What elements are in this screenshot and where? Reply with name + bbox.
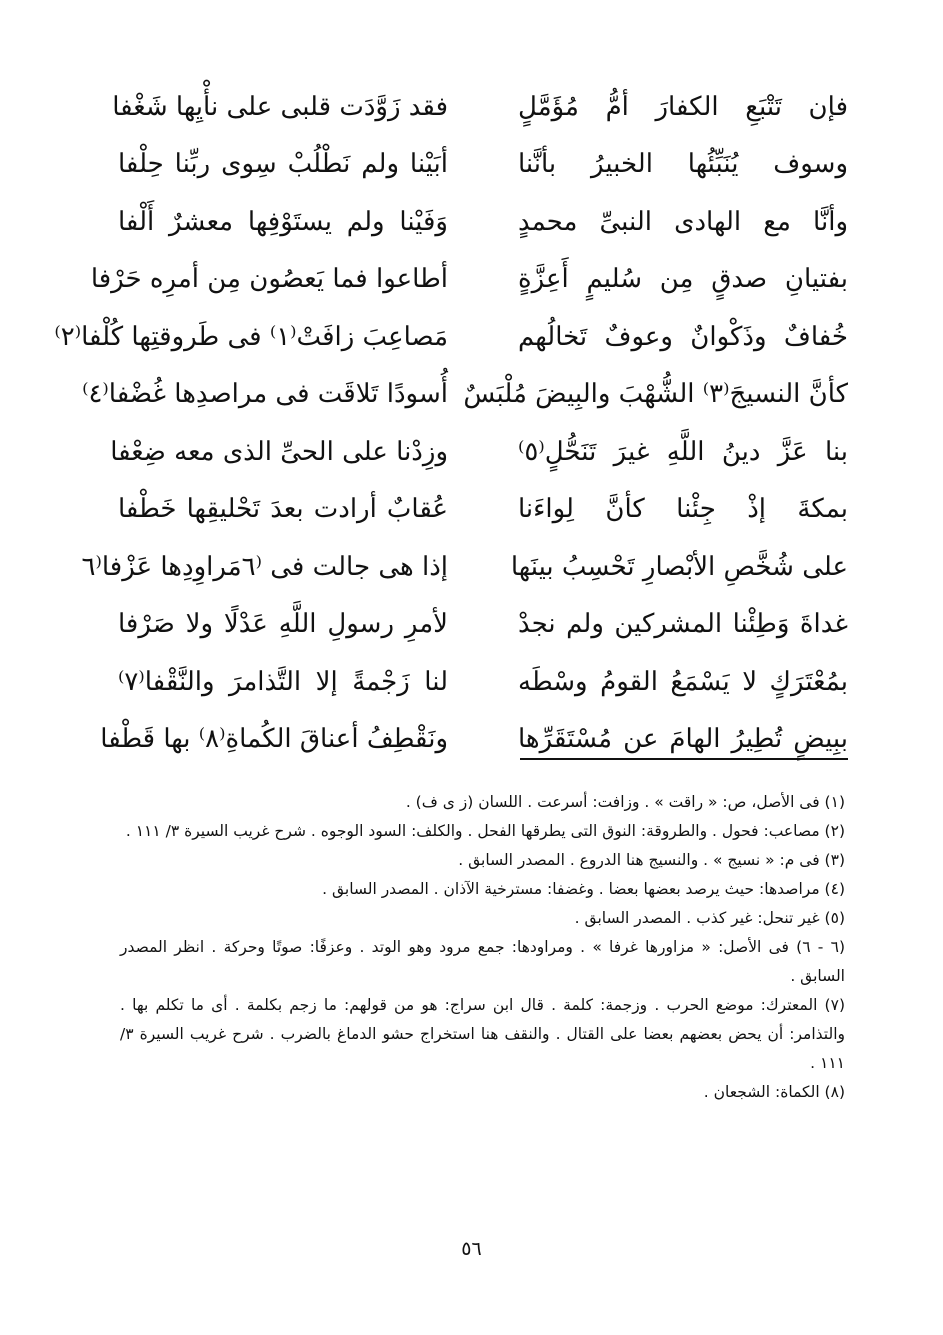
verse-1 bbox=[112, 78, 848, 136]
hemistich-second: أُسودًا تَلاقَت فى مراصدِها غُضْفا⁽٤⁾ bbox=[82, 379, 448, 410]
hemistich-second: أطاعوا فما يَعصُون مِن أمرِه حَرْفا bbox=[90, 264, 448, 295]
hemistich-second: إذا هى جالت فى ⁽٦مَراوِدِها عَزْفا⁽٦ bbox=[81, 551, 448, 582]
verse-6 bbox=[82, 366, 848, 424]
hemistich-first: ببِيضٍ تُطِيرُ الهامَ عن مُسْتَقَرِّها bbox=[518, 724, 848, 755]
hemistich-first: خُفافٌ وذَكْوانٌ وعوفٌ تَخالُهم bbox=[518, 321, 848, 352]
hemistich-first: وسوف يُنَبِّئُها الخبيرُ بأنَّنا bbox=[518, 149, 848, 180]
footnote-3: (٣) فى م: « نسيج » . والنسيج هنا الدروع . المصدر السابق . bbox=[458, 851, 845, 869]
page-number: ٥٦ bbox=[461, 1238, 482, 1260]
footnotes bbox=[120, 788, 845, 1107]
footnote-1: (١) فى الأصل، ص: « راقت » . وزافت: أسرعت . اللسان (ز ى ف) . bbox=[405, 793, 845, 811]
verse-9 bbox=[81, 538, 848, 596]
hemistich-first: بنا عَزَّ دينُ اللَّهِ غيرَ تَنَحُّلٍ⁽٥⁾ bbox=[518, 436, 848, 467]
poem bbox=[54, 78, 848, 768]
footnote-6: (٦ - ٦) فى الأصل: « مزاورها غرفا » . ومراودها: جمع مرود وهو الوتد . وعزفًا: صوتًا وحركة . انظر المصدر السابق . bbox=[120, 938, 845, 985]
hemistich-first: فإن تَتْبَعِ الكفارَ أمُّ مُؤَمَّلٍ bbox=[518, 91, 848, 122]
verse-8 bbox=[118, 481, 848, 539]
hemistich-first: كأنَّ النسيجَ⁽٣⁾ الشُّهْبَ والبِيضَ مُلْبَسٌ bbox=[463, 379, 848, 410]
verse-2 bbox=[118, 136, 848, 194]
hemistich-first: بفتيانِ صدقٍ مِن سُليمٍ أَعِزَّةٍ bbox=[518, 264, 848, 295]
hemistich-second: عُقابٌ أرادت بعدَ تَحْليقِها خَطْفا bbox=[118, 494, 448, 525]
footnote-8: (٨) الكماة: الشجعان . bbox=[703, 1083, 845, 1101]
verse-11 bbox=[118, 653, 848, 711]
footnote-7: (٧) المعترك: موضع الحرب . وزجمة: كلمة . قال ابن سراج: هو من قولهم: ما زجم بكلمة . أى ما تكلم بها . والتذامر: أن يحض بعضهم بعضا على القتال . والنقف هنا استخراج حشو الدماغ بالضرب . شرح غريب السيرة ٣/ ١١١ . bbox=[120, 996, 845, 1072]
verse-3 bbox=[118, 193, 848, 251]
hemistich-second: وَفَيْنا ولم يستَوْفِها معشرٌ أَلْفا bbox=[118, 206, 448, 237]
hemistich-second: فقد زَوَّدَت قلبى على نأْيِها شَغْفا bbox=[112, 91, 448, 122]
hemistich-second: أبَيْنا ولم نَطْلُبْ سِوى ربِّنا حِلْفا bbox=[118, 149, 448, 180]
hemistich-second: ونَقْطِفُ أعناقَ الكُماةِ⁽٨⁾ بها قَطْفا bbox=[100, 724, 448, 755]
hemistich-first: وأنَّا مع الهادى النبىِّ محمدٍ bbox=[518, 206, 848, 237]
verse-10 bbox=[118, 596, 848, 654]
hemistich-first: بمُعْتَرَكٍ لا يَسْمَعُ القومُ وسْطَه bbox=[518, 666, 848, 697]
footnote-4: (٤) مراصدها: حيث يرصد بعضها بعضا . وغضفا: مسترخية الآذان . المصدر السابق . bbox=[322, 880, 845, 898]
hemistich-first: بمكةَ إذْ جِئْنا كأنَّ لِواءَنا bbox=[518, 494, 848, 525]
verse-5 bbox=[54, 308, 848, 366]
hemistich-second: مَصاعِبَ زافَتْ⁽١⁾ فى طَروقتِها كُلْفا⁽٢⁾ bbox=[54, 321, 448, 352]
hemistich-first: على شُخَّصِ الأبْصارِ تَحْسِبُ بينَها bbox=[510, 551, 848, 582]
hemistich-second: لأمرِ رسولِ اللَّهِ عَدْلًا ولا صَرْفا bbox=[118, 609, 448, 640]
hemistich-second: وزِدْنا على الحىِّ الذى معه ضِعْفا bbox=[110, 436, 448, 467]
footnote-2: (٢) مصاعب: فحول . والطروقة: النوق التى يطرقها الفحل . والكلف: السود الوجوه . شرح غريب السيرة ٣/ ١١١ . bbox=[125, 822, 845, 840]
hemistich-second: لنا زَجْمةً إلا التَّذامرَ والنَّقْفا⁽٧⁾ bbox=[118, 666, 448, 697]
verse-4 bbox=[90, 251, 848, 309]
verse-7 bbox=[110, 423, 848, 481]
footnote-5: (٥) غير تنحل: غير كذب . المصدر السابق . bbox=[574, 909, 845, 927]
hemistich-first: غداةَ وَطِئْنا المشركين ولم نجدْ bbox=[518, 609, 848, 640]
footnote-divider bbox=[520, 758, 848, 760]
